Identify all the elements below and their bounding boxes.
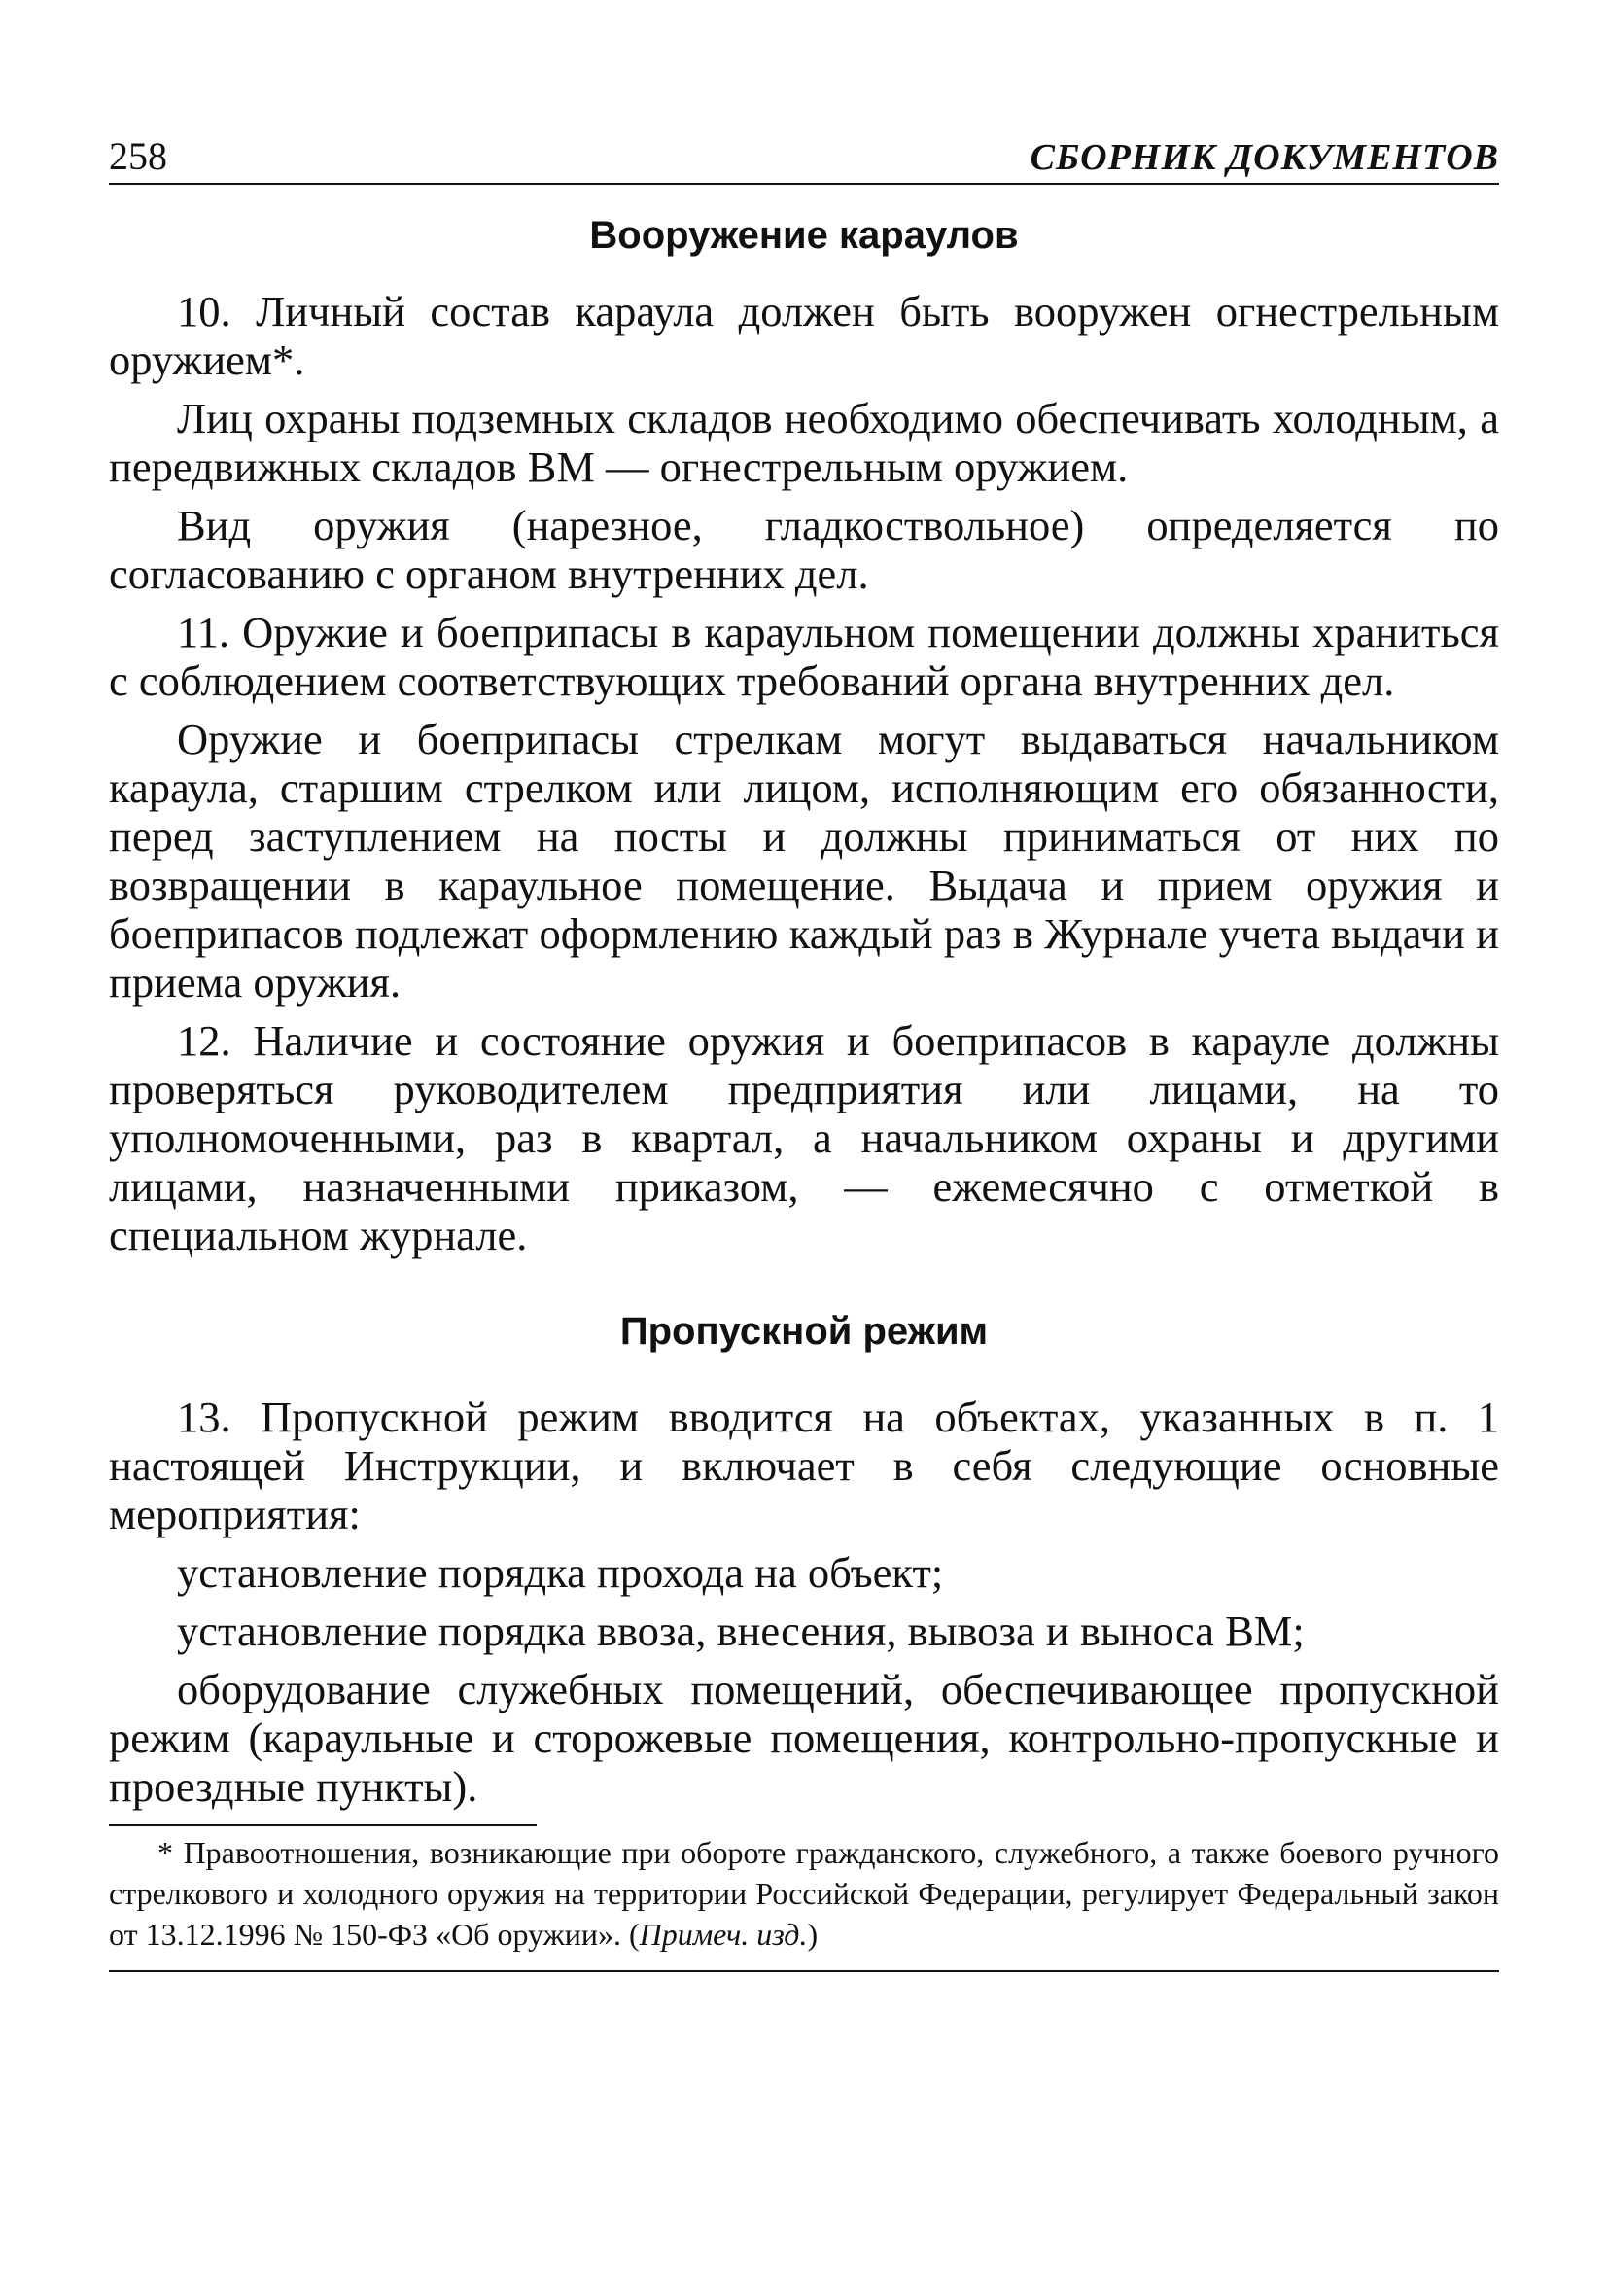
paragraph: 13. Пропускной режим вводится на объектах, указанных в п. 1 настоящей Инструкции, и включает в себя следующие основные мероприятия: (109, 1393, 1499, 1538)
list-item: установление порядка прохода на объект; (177, 1548, 944, 1597)
paragraph: 12. Наличие и состояние оружия и боеприпасов в карауле должны проверяться руководителем предприятия или лицами, на то уполномоченными, раз в квартал, а начальником охраны и другими лицами, назначенными приказом, — ежемесячно с отметкой в специальном журнале. (109, 1016, 1499, 1259)
bottom-divider (109, 1970, 1499, 1972)
list-item: установление порядка ввоза, внесения, вывоза и выноса ВМ; (177, 1607, 1305, 1655)
footnote-text: * Правоотношения, возникающие при обороте гражданского, служебного, а также боевого ручного стрелкового и холодного оружия на территории Российской Федерации, регулирует Федеральный закон от 13.12.1996 № 150-ФЗ «Об оружии». ( (109, 1835, 1499, 1952)
page-number: 258 (109, 134, 167, 178)
list-item: оборудование служебных помещений, обеспечивающее пропускной режим (караульные и сторожевые помещения, контрольно-пропускные и проездные пункты). (109, 1665, 1499, 1811)
section-heading-access-control: Пропускной режим (619, 1310, 989, 1353)
page-header (109, 132, 1499, 185)
running-title: СБОРНИК ДОКУМЕНТОВ (1030, 137, 1499, 178)
document-page (109, 132, 1499, 1972)
footnote-editor-note: Примеч. изд. (639, 1917, 808, 1952)
section-heading-armament: Вооружение караулов (589, 214, 1019, 257)
paragraph: 10. Личный состав караула должен быть вооружен огнестрельным оружием*. (109, 287, 1499, 384)
paragraph: 11. Оружие и боеприпасы в караульном помещении должны храниться с соблюдением соответствующих требований органа внутренних дел. (109, 608, 1499, 705)
paragraph: Вид оружия (нарезное, гладкоствольное) определяется по согласованию с органом внутренних дел. (109, 501, 1499, 598)
paragraph: Лиц охраны подземных складов необходимо обеспечивать холодным, а передвижных складов ВМ — огнестрельным оружием. (109, 394, 1499, 491)
footnote (109, 1832, 1499, 1955)
paragraph: Оружие и боеприпасы стрелкам могут выдаваться начальником караула, старшим стрелком или лицом, исполняющим его обязанности, перед заступлением на посты и должны приниматься от них по возвращении в караульное помещение. Выдача и прием оружия и боеприпасов подлежат оформлению каждый раз в Журнале учета выдачи и приема оружия. (109, 715, 1499, 1007)
footnote-close: ) (807, 1917, 819, 1952)
footnote-divider (109, 1824, 537, 1826)
